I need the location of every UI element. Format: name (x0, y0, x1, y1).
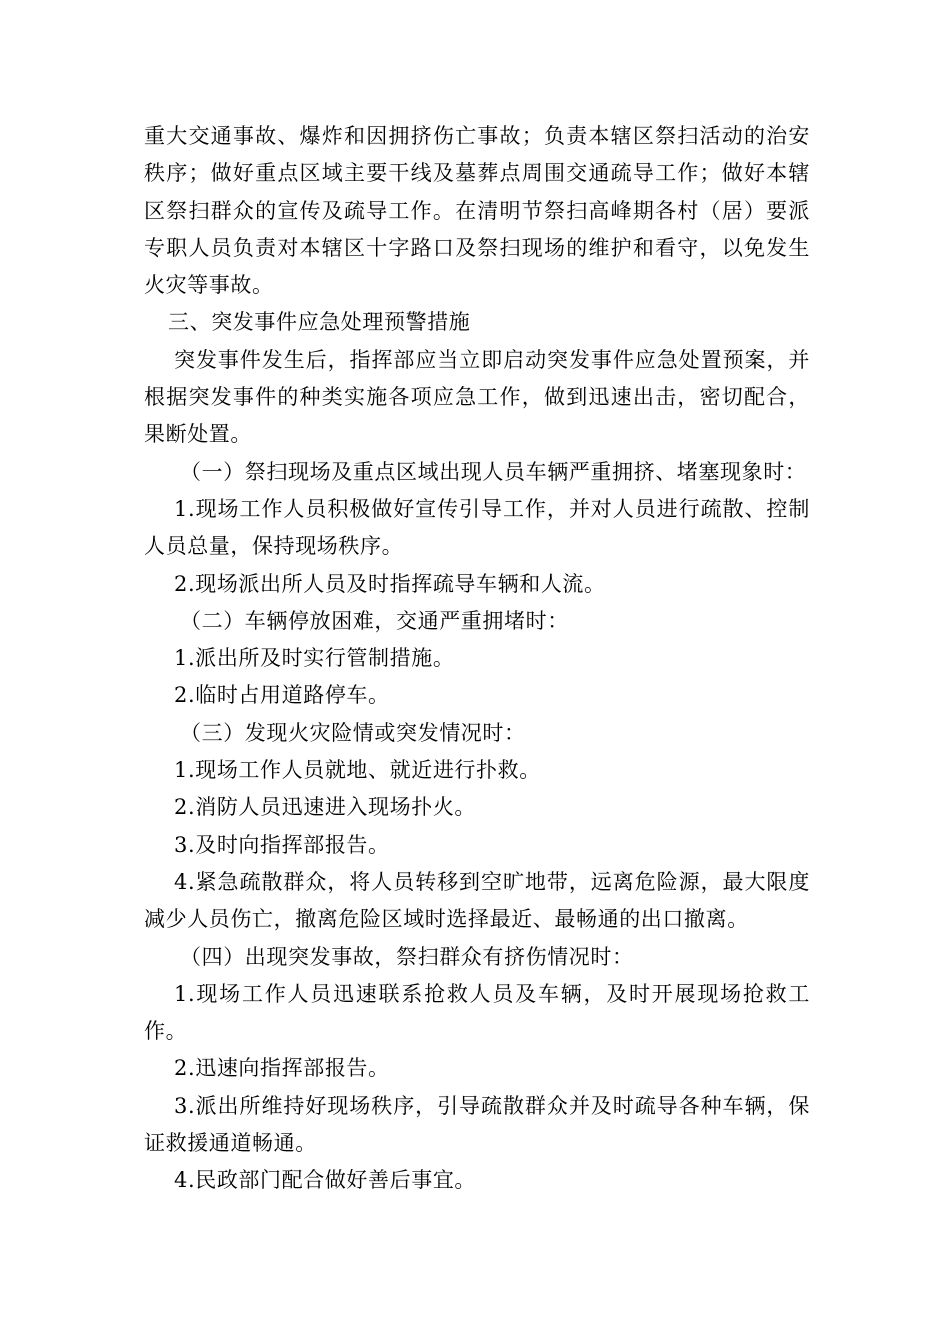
subsection-heading: （三）发现火灾险情或突发情况时： (180, 720, 526, 745)
list-item: 2.迅速向指挥部报告。 (174, 1056, 390, 1081)
list-item: 4.民政部门配合做好善后事宜。 (174, 1168, 477, 1193)
list-item: 3.派出所维持好现场秩序，引导疏散群众并及时疏导各种车辆，保证救援通道畅通。 (144, 1093, 810, 1156)
list-item: 1.现场工作人员就地、就近进行扑救。 (174, 758, 541, 783)
list-item: 2.临时占用道路停车。 (174, 683, 390, 708)
list-item: 4.紧急疏散群众，将人员转移到空旷地带，远离危险源，最大限度减少人员伤亡，撤离危险区域时选择最近、最畅通的出口撤离。 (144, 869, 810, 932)
document-body (144, 118, 810, 1200)
list-item: 2.消防人员迅速进入现场扑火。 (174, 795, 477, 820)
list-item: 2.现场派出所人员及时指挥疏导车辆和人流。 (174, 571, 606, 596)
paragraph-continuation: 重大交通事故、爆炸和因拥挤伤亡事故；负责本辖区祭扫活动的治安秩序；做好重点区域主要干线及墓葬点周围交通疏导工作；做好本辖区祭扫群众的宣传及疏导工作。在清明节祭扫高峰期各村（居）要派专职人员负责对本辖区十字路口及祭扫现场的维护和看守，以免发生火灾等事故。 (144, 124, 810, 298)
subsection-heading: （四）出现突发事故，祭扫群众有挤伤情况时： (180, 944, 634, 969)
subsection-heading: （一）祭扫现场及重点区域出现人员车辆严重拥挤、堵塞现象时： (180, 459, 807, 484)
list-item: 3.及时向指挥部报告。 (174, 832, 390, 857)
paragraph: 突发事件发生后，指挥部应当立即启动突发事件应急处置预案，并根据突发事件的种类实施各项应急工作，做到迅速出击，密切配合，果断处置。 (144, 347, 810, 447)
list-item: 1.现场工作人员积极做好宣传引导工作，并对人员进行疏散、控制人员总量，保持现场秩序。 (144, 496, 810, 559)
list-item: 1.现场工作人员迅速联系抢救人员及车辆，及时开展现场抢救工作。 (144, 981, 810, 1044)
subsection-heading: （二）车辆停放困难，交通严重拥堵时： (180, 608, 569, 633)
section-heading: 三、突发事件应急处理预警措施 (168, 310, 471, 335)
list-item: 1.派出所及时实行管制措施。 (174, 646, 455, 671)
